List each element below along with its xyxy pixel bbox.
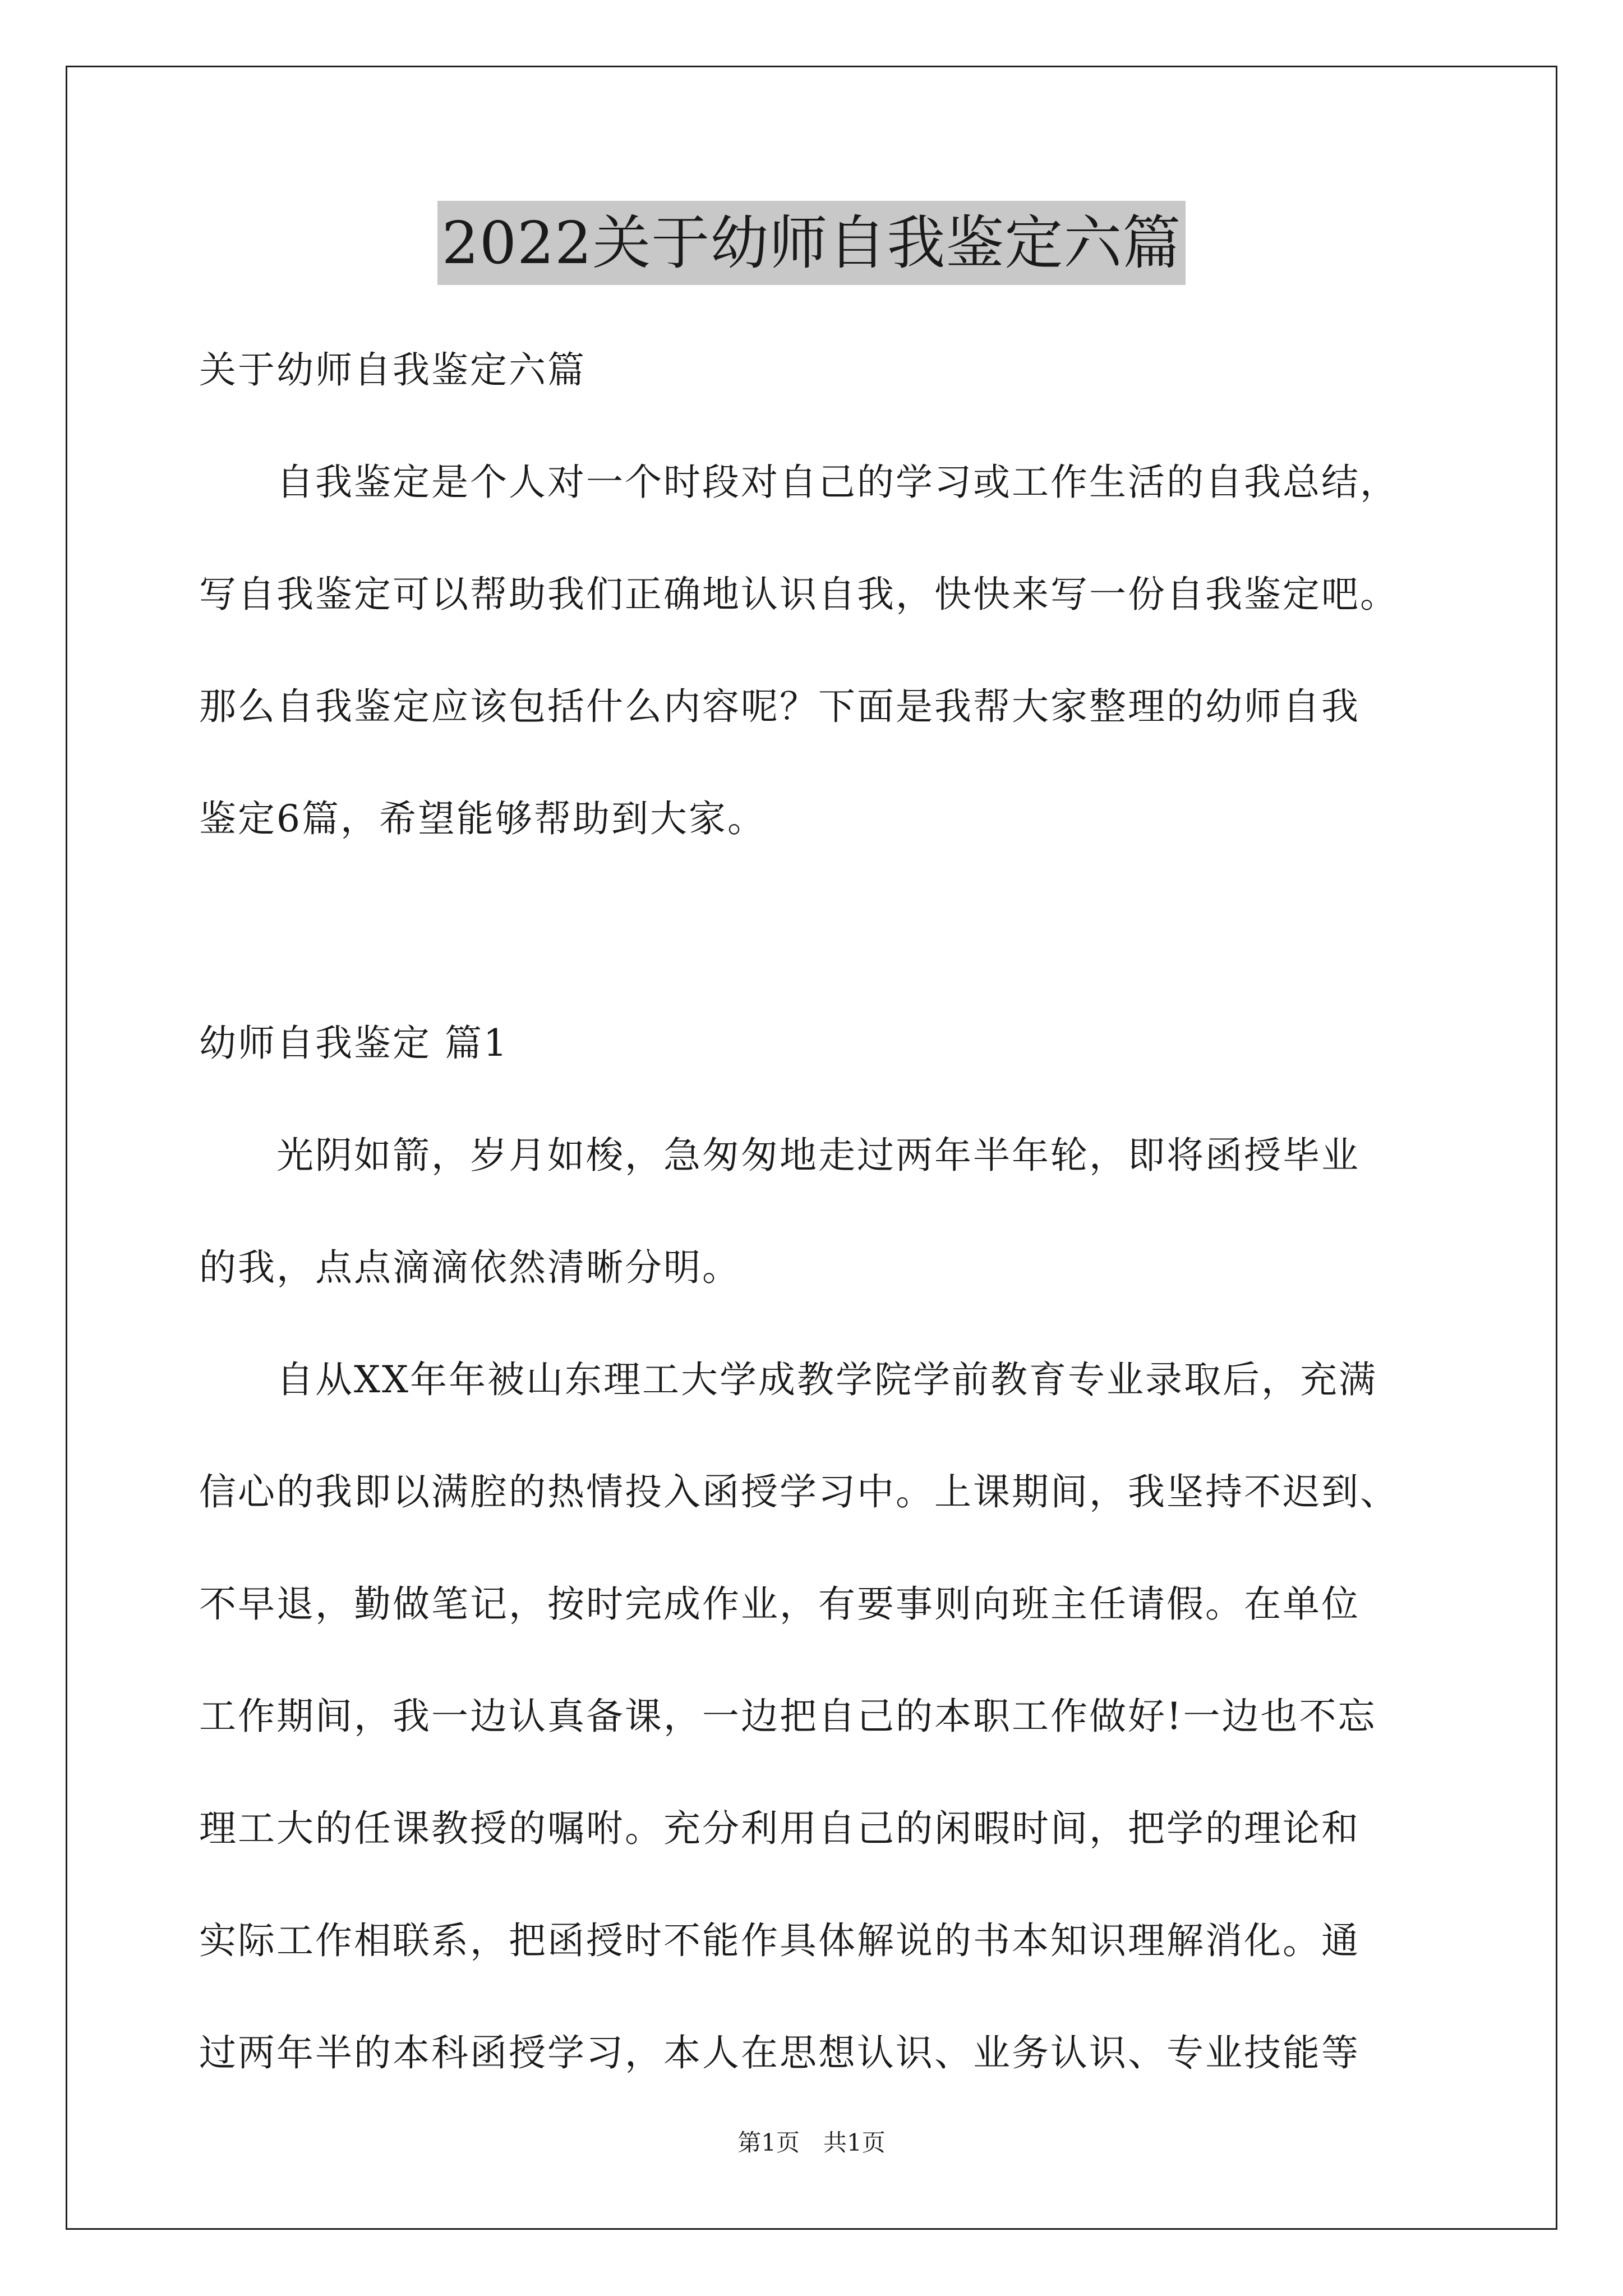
blank-line	[199, 875, 1427, 987]
paragraph-line: 实际工作相联系，把函授时不能作具体解说的书本知识理解消化。通	[199, 1919, 1360, 1962]
document-body	[199, 314, 1427, 2109]
intro-line: 那么自我鉴定应该包括什么内容呢？下面是我帮大家整理的幼师自我	[199, 685, 1360, 728]
title-wrap	[0, 201, 1623, 285]
paragraph-line: 光阴如箭，岁月如梭，急匆匆地走过两年半年轮，即将函授毕业	[199, 1134, 1360, 1177]
document-title: 2022关于幼师自我鉴定六篇	[437, 201, 1186, 285]
paragraph-line: 理工大的任课教授的嘱咐。充分利用自己的闲暇时间，把学的理论和	[199, 1807, 1360, 1850]
paragraph-line: 过两年半的本科函授学习，本人在思想认识、业务认识、专业技能等	[199, 2031, 1360, 2074]
paragraph-line: 的我，点点滴滴依然清晰分明。	[199, 1246, 741, 1289]
intro-line: 写自我鉴定可以帮助我们正确地认识自我，快快来写一份自我鉴定吧。	[199, 573, 1399, 616]
intro-line: 自我鉴定是个人对一个时段对自己的学习或工作生活的自我总结，	[199, 461, 1399, 504]
paragraph-line: 工作期间，我一边认真备课，一边把自己的本职工作做好!一边也不忘	[199, 1695, 1377, 1738]
paragraph-line: 自从XX年年被山东理工大学成教学院学前教育专业录取后，充满	[199, 1358, 1377, 1401]
intro-line: 鉴定6篇，希望能够帮助到大家。	[199, 797, 766, 840]
subtitle: 关于幼师自我鉴定六篇	[199, 348, 586, 392]
paragraph-line: 不早退，勤做笔记，按时完成作业，有要事则向班主任请假。在单位	[199, 1582, 1360, 1626]
paragraph-line: 信心的我即以满腔的热情投入函授学习中。上课期间，我坚持不迟到、	[199, 1470, 1399, 1513]
page-footer: 第1页 共1页	[737, 2129, 886, 2156]
section-heading: 幼师自我鉴定 篇1	[199, 1022, 509, 1065]
